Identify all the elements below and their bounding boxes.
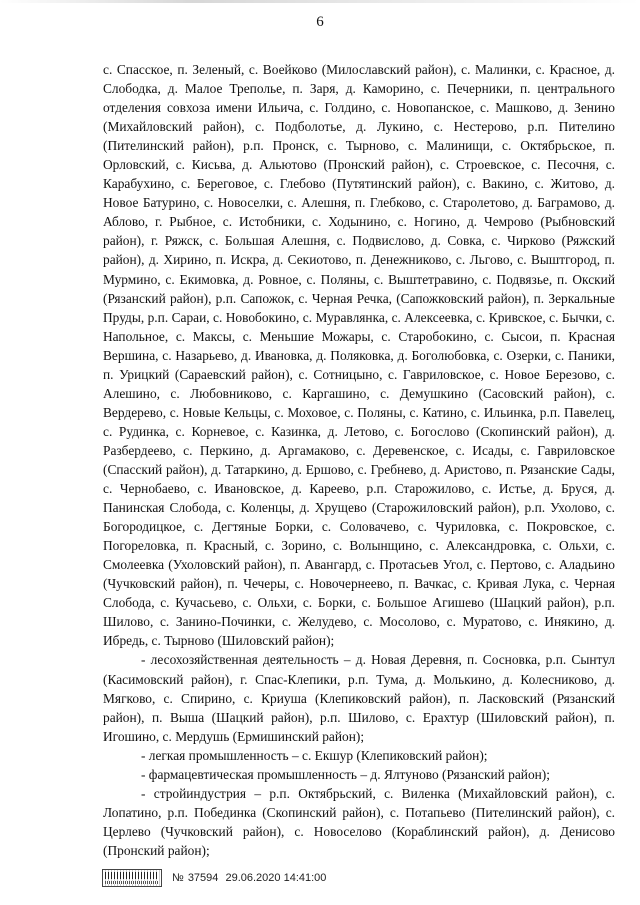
paragraph-construction: - стройиндустрия – р.п. Октябрьский, с. Виленка (Михайловский район), с. Лопатино, р.п. Побединка (Скопинский район), с. Потапьево (Пителинский район), с. Церлево (Чучковский район), с. Новоселово (Кораблинский район), д. Денисово (Пронский район); — [103, 785, 615, 858]
doc-datetime: 29.06.2020 14:41:00 — [225, 872, 327, 884]
paragraph-light-industry: - легкая промышленность – с. Екшур (Клепиковский район); — [141, 747, 488, 763]
document-reference — [172, 872, 330, 884]
document-body — [103, 60, 615, 860]
page-number: 6 — [316, 14, 324, 30]
registration-stamp-icon — [102, 869, 162, 887]
paragraph-settlements-list: с. Спасское, п. Зеленый, с. Воейково (Милославский район), с. Малинки, с. Красное, д. Слободка, д. Малое Треполье, п. Заря, д. Каморино, с. Печерники, п. центрального отделения совхоза имени Ильича, с. Голдино, с. Новопанское, с. Машково, д. Зенино (Михайловский район), с. Подболотье, д. Лукино, с. Нестерово, р.п. Пителино (Пителинский район), р.п. Пронск, с. Тырново, с. Малинищи, с. Октябрьское, п. Орловский, с. Кисьва, д. Альютово (Пронский район), с. Строевское, с. Песочня, с. Карабухино, с. Береговое, с. Глебово (Путятинский район), с. Вакино, с. Житово, д. Новое Батурино, с. Новоселки, с. Алешня, п. Глебково, с. Старолетово, д. Баграмово, д. Аблово, г. Рыбное, с. Истобники, с. Ходынино, с. Ногино, д. Чемрово (Рыбновский район), г. Ряжск, с. Большая Алешня, с. Подвислово, д. Совка, с. Чирково (Ряжский район), д. Хирино, п. Искра, д. Секиотово, п. Денежниково, с. Льгово, с. Выштгород, п. Мурмино, с. Екимовка, д. Ровное, с. Поляны, с. Выштетравино, с. Подвязье, п. Окский (Рязанский район), р.п. Сапожок, с. Черная Речка, (Сапожковский район), п. Зеркальные Пруды, р.п. Сараи, с. Новобокино, с. Муравлянка, с. Алексеевка, с. Кривское, с. Бычки, с. Напольное, с. Максы, с. Меньшие Можары, с. Старобокино, с. Сысои, п. Красная Вершина, с. Назарьево, д. Ивановка, д. Поляковка, д. Боголюбовка, с. Озерки, с. Паники, п. Урицкий (Сараевский район), с. Сотницыно, с. Гавриловское, с. Новое Березово, с. Алешино, с. Любовниково, с. Каргашино, с. Демушкино (Сасовский район), с. Вердерево, с. Новые Кельцы, с. Моховое, с. Поляны, с. Катино, с. Ильинка, р.п. Павелец, с. Рудинка, с. Корневое, с. Казинка, д. Летово, с. Богослово (Скопинский район), д. Разбердеево, с. Перкино, д. Аргамаково, с. Деревенское, с. Исады, с. Гавриловское (Спасский район), д. Татаркино, д. Ершово, с. Гребнево, д. Аристово, п. Рязанские Сады, с. Чернобаево, с. Ивановское, д. Кареево, р.п. Старожилово, с. Истье, д. Бруся, д. Панинская Слобода, с. Коленцы, д. Хрущево (Старожиловский район), р.п. Ухолово, с. Богородицкое, с. Дегтяные Борки, с. Соловачево, с. Чуриловка, с. Покровское, с. Погореловка, п. Красный, с. Зорино, с. Волынщино, с. Александровка, с. Ольхи, с. Смолеевка (Ухоловский район), п. Авангард, с. Протасьев Угол, с. Пертово, с. Аладьино (Чучковский район), п. Чечеры, с. Новочернеево, п. Вачкас, с. Кривая Лука, с. Черная Слобода, с. Кучасьево, с. Ольхи, с. Борки, с. Большое Агишево (Шацкий район), р.п. Шилово, с. Занино-Починки, с. Желудево, с. Мосолово, с. Муратово, с. Инякино, д. Ибредь, с. Тырново (Шиловский район); — [103, 62, 615, 649]
page-top-edge — [0, 0, 640, 3]
doc-number: 37594 — [187, 872, 219, 884]
paragraph-pharmaceutical: - фармацевтическая промышленность – д. Ялтуново (Рязанский район); — [141, 766, 550, 782]
document-footer — [102, 866, 330, 890]
doc-number-prefix: № — [172, 872, 184, 884]
paragraph-forestry: - лесохозяйственная деятельность – д. Новая Деревня, п. Сосновка, р.п. Сынтул (Касимовский район), г. Спас-Клепики, р.п. Тума, д. Молькино, д. Колесниково, д. Мягково, с. Спирино, с. Криуша (Клепиковский район), п. Ласковский (Рязанский район), п. Выша (Шацкий район), р.п. Шилово, с. Ерахтур (Шиловский район), п. Игошино, с. Мердушь (Ермишинский район); — [103, 652, 615, 744]
